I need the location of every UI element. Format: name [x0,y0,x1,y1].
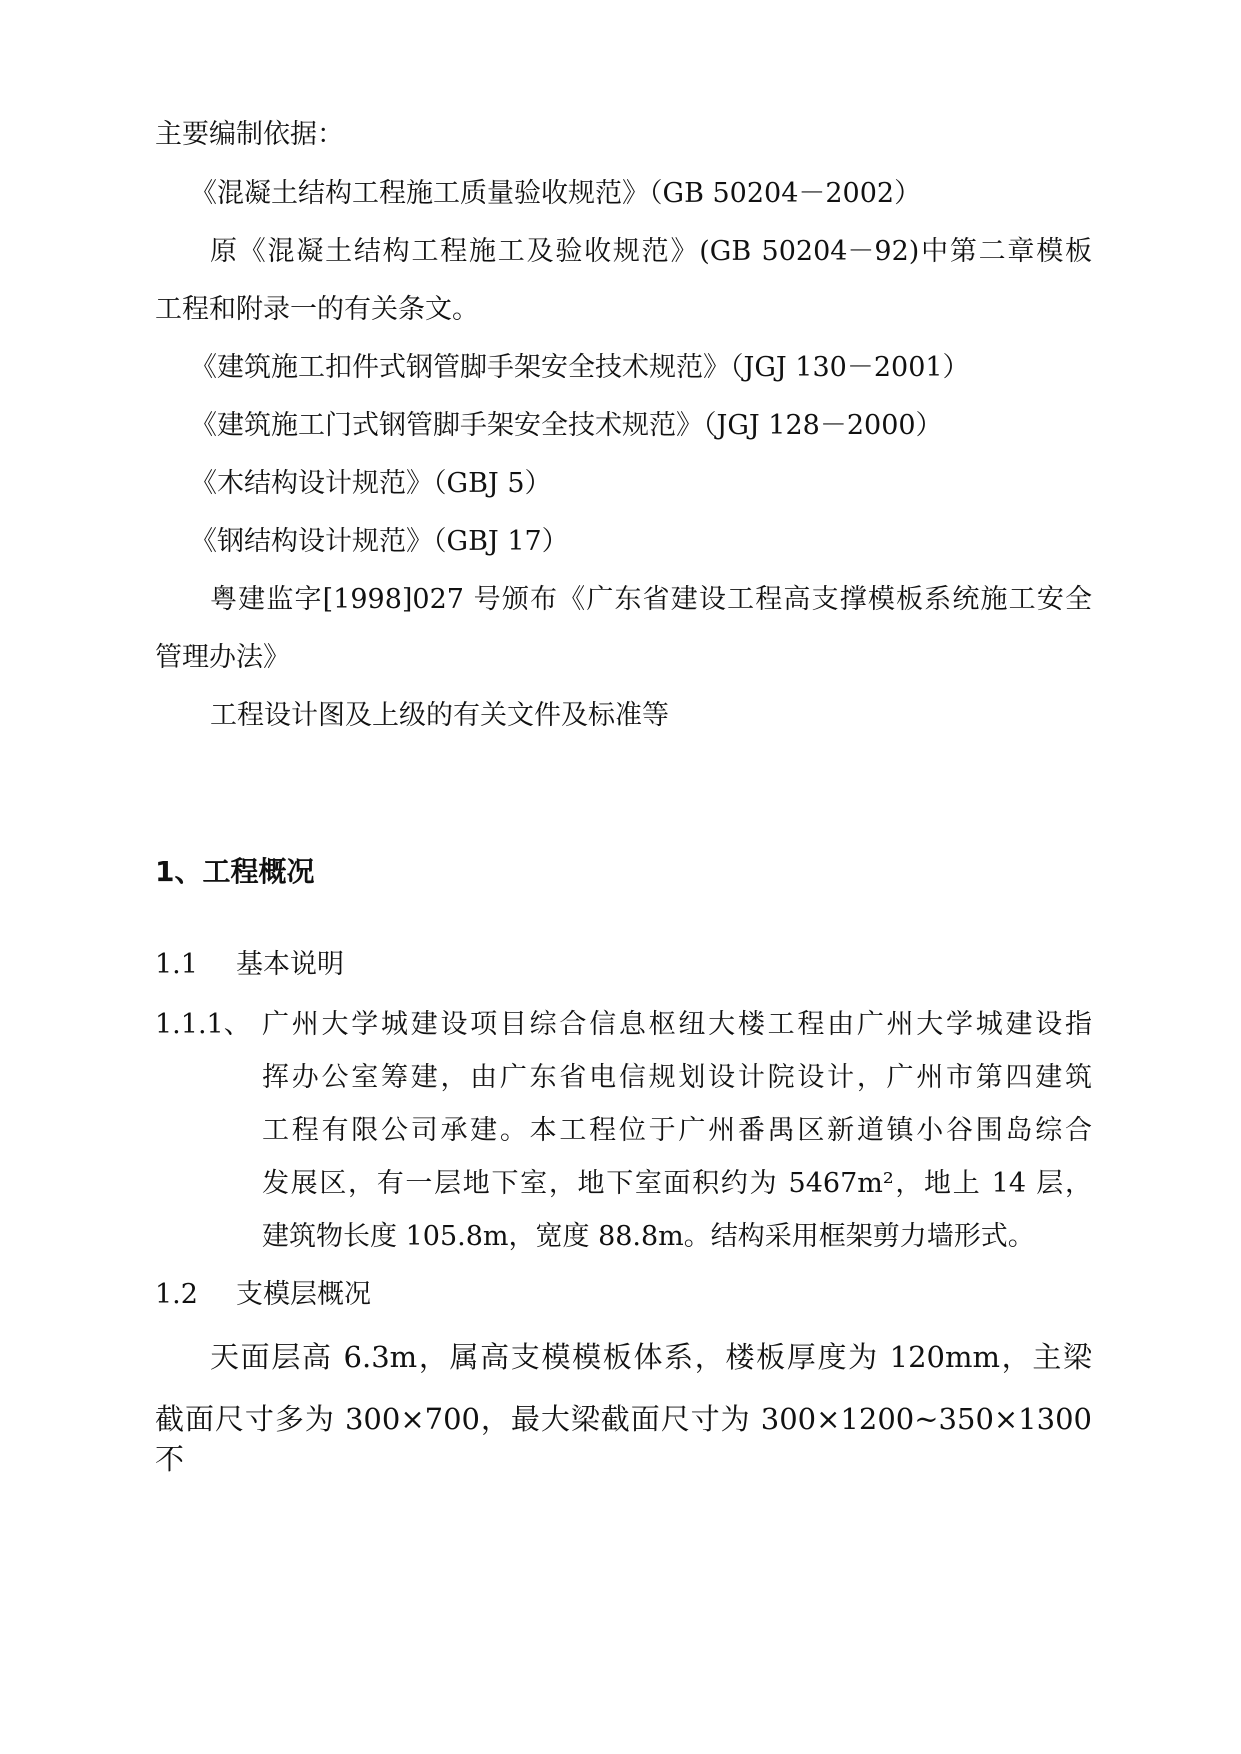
clause-number: 1.1.1、 [155,1009,251,1040]
clause-text-line: 工程有限公司承建。本工程位于广州番禺区新道镇小谷围岛综合 [262,1115,1092,1146]
clause-text-line: 广州大学城建设项目综合信息枢纽大楼工程由广州大学城建设指 [262,1009,1092,1040]
subsection-number: 1.1 [155,949,198,980]
body-text-line: 天面层高 6.3m，属高支模模板体系，楼板厚度为 120mm，主梁 [210,1340,1092,1374]
reference-item: 《钢结构设计规范》（GBJ 17） [190,526,569,557]
basis-title: 主要编制依据： [155,119,344,150]
reference-item: 《建筑施工门式钢管脚手架安全技术规范》（JGJ 128－2000） [190,410,943,441]
reference-item: 《混凝土结构工程施工质量验收规范》（GB 50204－2002） [190,178,922,209]
reference-item: 《建筑施工扣件式钢管脚手架安全技术规范》（JGJ 130－2001） [190,352,970,383]
clause-text-line: 挥办公室筹建，由广东省电信规划设计院设计，广州市第四建筑 [262,1062,1092,1093]
body-text-line: 截面尺寸多为 300×700，最大梁截面尺寸为 300×1200~350×1300 不 [155,1402,1092,1476]
reference-item: 原《混凝土结构工程施工及验收规范》(GB 50204－92)中第二章模板 [210,236,1092,267]
reference-item-continuation: 工程和附录一的有关条文。 [155,294,479,325]
reference-item-continuation: 管理办法》 [155,642,290,673]
reference-item: 《木结构设计规范》（GBJ 5） [190,468,552,499]
reference-item: 粤建监字[1998]027 号颁布《广东省建设工程高支撑模板系统施工安全 [210,584,1092,615]
clause-text-line: 建筑物长度 105.8m，宽度 88.8m。结构采用框架剪力墙形式。 [262,1221,1035,1252]
clause-text-line: 发展区，有一层地下室，地下室面积约为 5467m²，地上 14 层， [262,1168,1092,1199]
reference-item: 工程设计图及上级的有关文件及标准等 [210,700,669,731]
subsection-title: 支模层概况 [236,1279,371,1310]
subsection-number: 1.2 [155,1279,198,1310]
section-heading: 1、工程概况 [155,855,315,888]
subsection-title: 基本说明 [236,949,344,980]
